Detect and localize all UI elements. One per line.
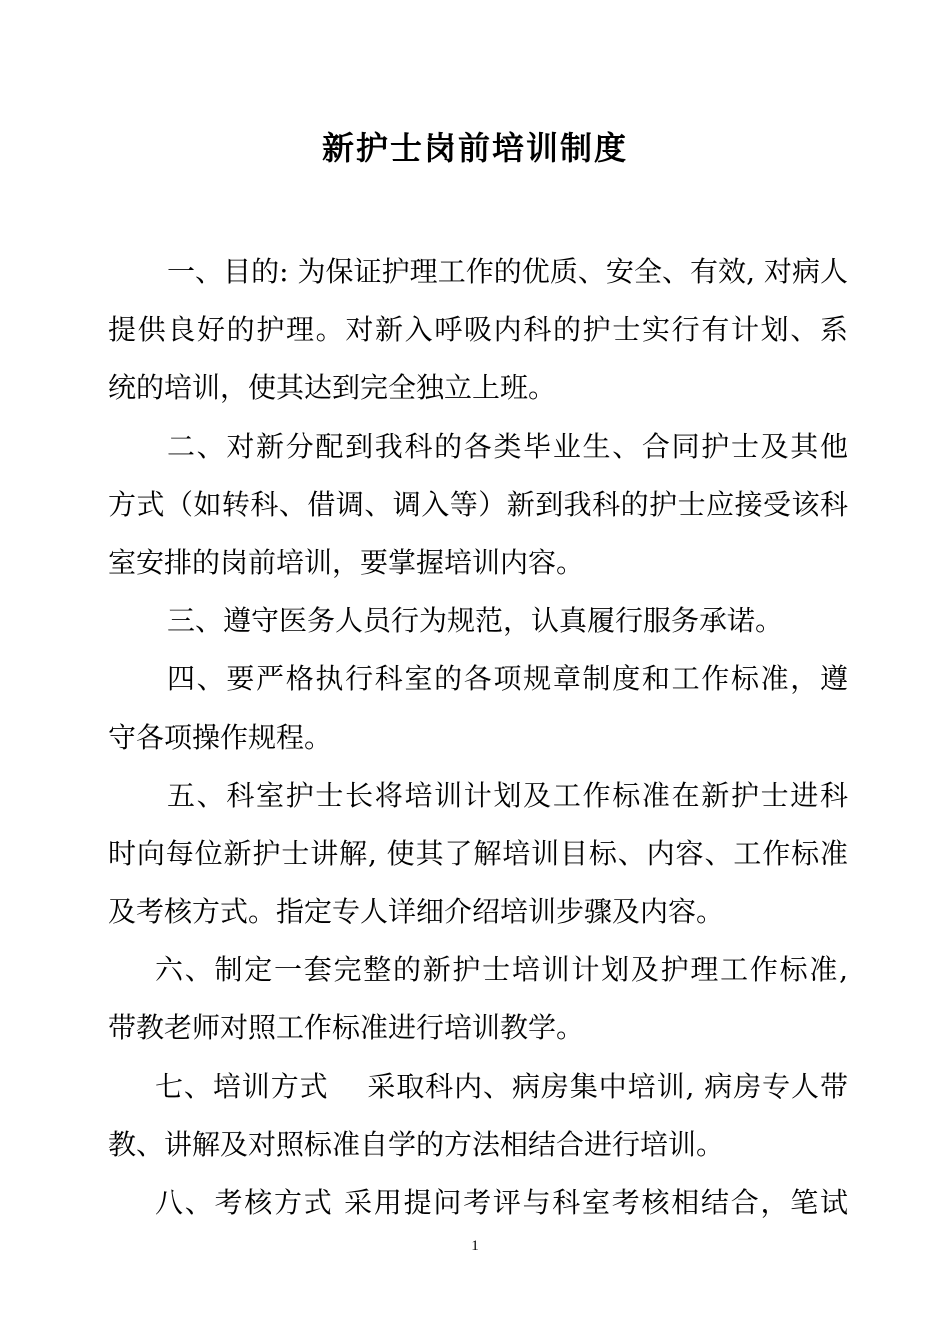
page-number: 1: [471, 1238, 479, 1254]
document-title: 新护士岗前培训制度: [321, 129, 628, 167]
paragraph-4-line-1: 四、要严格执行科室的各项规章制度和工作标准，遵: [167, 662, 848, 696]
paragraph-4-line-2: 守各项操作规程。: [108, 720, 333, 754]
paragraph-2-line-3: 室安排的岗前培训，要掌握培训内容。: [108, 545, 585, 579]
paragraph-1-line-3: 统的培训，使其达到完全独立上班。: [108, 371, 557, 405]
paragraph-6-line-1: 六、制定一套完整的新护士培训计划及护理工作标准,: [155, 953, 848, 987]
paragraph-1-line-1: 一、目的: 为保证护理工作的优质、安全、有效, 对病人: [167, 255, 848, 288]
paragraph-3-line-1: 三、遵守医务人员行为规范，认真履行服务承诺。: [167, 604, 784, 638]
paragraph-8-line-1: 八、考核方式 采用提问考评与科室考核相结合，笔试: [155, 1186, 848, 1219]
paragraph-7-line-2: 教、讲解及对照标准自学的方法相结合进行培训。: [108, 1127, 725, 1161]
document-body: [108, 243, 848, 1232]
paragraph-6-line-2: 带教老师对照工作标准进行培训教学。: [108, 1011, 585, 1045]
paragraph-2-line-2: 方式（如转科、借调、调入等）新到我科的护士应接受该科: [108, 487, 848, 521]
paragraph-5-line-1: 五、科室护士长将培训计划及工作标准在新护士进科: [167, 778, 848, 812]
paragraph-7-line-1: 七、培训方式 采取科内、病房集中培训, 病房专人带: [155, 1069, 848, 1103]
paragraph-5-line-2: 时向每位新护士讲解, 使其了解培训目标、内容、工作标准: [108, 836, 848, 870]
paragraph-2-line-1: 二、对新分配到我科的各类毕业生、合同护士及其他: [167, 429, 848, 463]
paragraph-1-line-2: 提供良好的护理。对新入呼吸内科的护士实行有计划、系: [108, 313, 848, 347]
paragraph-5-line-3: 及考核方式。指定专人详细介绍培训步骤及内容。: [108, 895, 725, 929]
